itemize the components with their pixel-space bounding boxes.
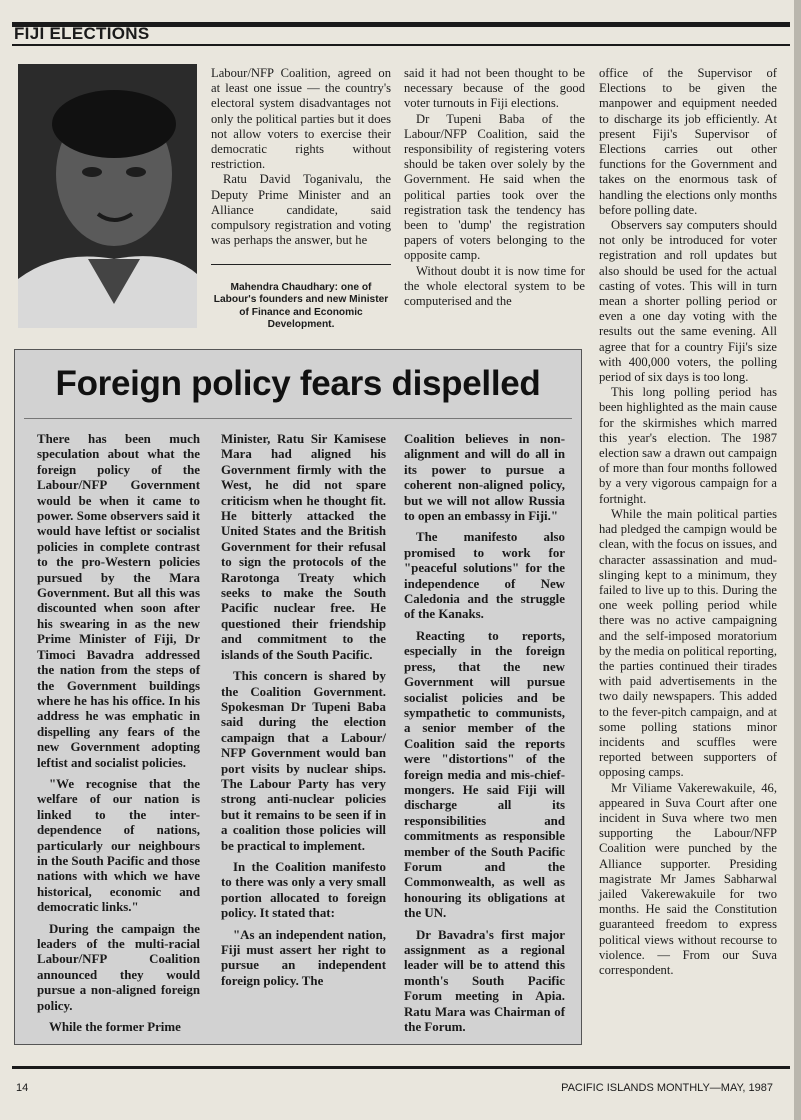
paragraph: There has been much speculation about what the foreign policy of the Labour/NFP Government would be when it came to power. Some observers said it would have leftist or socialist policies in complete contrast to the pro-Western policies pursued by the Mara Government. But all this was discounted when soon after his swearing in as the new Prime Minister of Fiji, Dr Timoci Bavadra addressed the nation from the steps of the Government buildings where he has his office. In his address he was emphatic in dispelling any fears of the new Government adopting leftist and socialist policies.: [37, 432, 200, 770]
paragraph: Ratu David Toganivalu, the Deputy Prime Minister and an Alliance candidate, said compulsory registration and voting was perhaps the answer, but he: [211, 172, 391, 248]
paragraph: Observers say computers should not only be introduced for voter registration and roll updates but also should be used for the actual casting of votes. This will in turn mean a shorter polling period or even a one day voting with the results out the same evening. All agree that for a country Fiji's size with 400,000 voters, the polling period of six days is too long.: [599, 218, 777, 385]
page-number: 14: [16, 1082, 29, 1094]
portrait-photo: [18, 64, 197, 328]
paragraph: The manifesto also promised to work for "peaceful solutions" for the independence of New Caledonia and the struggle of the Kanaks.: [404, 530, 565, 622]
paragraph: This long polling period has been highlighted as the main cause for the skirmishes which marred this year's election. The 1987 election saw a drawn out campaign of more than four months followed by a very vigorous campaign for a fortnight.: [599, 385, 777, 506]
paragraph: Without doubt it is now time for the whole electoral system to be computerised and the: [404, 263, 585, 309]
paragraph: Minister, Ratu Sir Kamisese Mara had aligned his Government firmly with the West, he did not spare criticism when he thought fit. He bitterly attacked the United States and the British Government for their refusal to sign the protocols of the Rarotonga Treaty which seeks to make the South Pacific nuclear free. He questioned their friendship and commitment to the islands of the South Pacific.: [221, 432, 386, 662]
paragraph: Dr Tupeni Baba of the Labour/NFP Coalition, said the responsibility of registering voters should be taken over solely by the Government. He said when the political parties took over the registration task the tendency has been to 'dump' the registration papers of voters belonging to the opposite camp.: [404, 111, 585, 263]
paragraph: "We recognise that the welfare of our nation is linked to the inter-dependence of nations, particularly our neighbours in the South Pacific and those nations with which we have historical, economic and democratic links.": [37, 776, 200, 915]
paragraph: Coalition believes in non-alignment and will do all in its power to pursue a coherent non-aligned policy, but we will not allow Russia to open an embassy in Fiji.": [404, 432, 565, 524]
paragraph: Labour/NFP Coalition, agreed on at least one issue — the country's electoral system disadvantages not only the political parties but it does not allow voters to exercise their democratic rights without restriction.: [211, 66, 391, 172]
photo-caption: Mahendra Chaudhary: one of Labour's founders and new Minister of Finance and Economic Development.: [213, 282, 389, 331]
paragraph: "As an independent nation, Fiji must assert her right to pursue an independent foreign policy. The: [221, 927, 386, 988]
paragraph: During the campaign the leaders of the multi-racial Labour/NFP Coalition announced they would pursue a non-aligned foreign policy.: [37, 921, 200, 1013]
caption-rule: [211, 264, 391, 265]
paragraph: Mr Viliame Vakerewakuile, 46, appeared in Suva Court after one incident in Suva where two men supporting the Labour/NFP Coalition were punched by the Alliance supporter. Presiding magistrate Mr James Sabharwal jailed Vakerewakuile for two months. He said the Constitution guaranteed freedom to express political views without recourse to violence. — From our Suva correspondent.: [599, 780, 777, 977]
page-edge: [794, 0, 801, 1120]
section-label: FIJI ELECTIONS: [14, 24, 150, 43]
publication-footer: PACIFIC ISLANDS MONTHLY—MAY, 1987: [561, 1082, 773, 1094]
bottom-rule: [12, 1066, 790, 1069]
box-rule: [24, 418, 572, 419]
box-column-2: [221, 432, 386, 989]
paragraph: office of the Supervisor of Elections to be given the manpower and equipment needed to discharge its job efficiently. At present Fiji's Supervisor of Elections carries out other functions for the Government and takes on the enormous task of handling the elections only months before polling date.: [599, 66, 777, 217]
box-column-1: [37, 432, 200, 1035]
paragraph: This concern is shared by the Coalition Government. Spokesman Dr Tupeni Baba said during the election campaign that a Labour/ NFP Government would ban port visits by nuclear ships. The Labour Party has very strong anti-nuclear policies but it remains to be seen if in a coalition those policies will be practical to implement.: [221, 669, 386, 853]
box-column-3: [404, 432, 565, 1035]
paragraph: Dr Bavadra's first major assignment as a regional leader will be to attend this month's South Pacific Forum meeting in Apia. Ratu Mara was Chairman of the Forum.: [404, 927, 565, 1035]
paragraph: While the main political parties had pledged the campign would be clean, with the focus on issues, and character assassination and mud-slinging kept to a minimum, they failed to live up to this. During the one week polling period while there was no active campaigning and the self-imposed moratorium by the media on political reporting, the parties continued their tirades with paid advertisements in the two daily newspapers. This added to the fever-pitch campaign, and at some polling stations minor incidents and scuffles were reported between supporters of opposing camps.: [599, 506, 777, 780]
paragraph: Reacting to reports, especially in the foreign press, that the new Government will pursue socialist policies and be sympathetic to communists, a senior member of the Coalition said the reports were "distortions" of the foreign media and mis-chief-mongers. He said Fiji will discharge all its responsibilities and commitments as responsible member of the South Pacific Forum and the Commonwealth, as well as honouring its obligations at the UN.: [404, 628, 565, 921]
article-column-3: [599, 66, 777, 978]
paragraph: said it had not been thought to be necessary because of the good voter turnouts in Fiji elections.: [404, 66, 585, 111]
article-column-1: [211, 66, 391, 248]
paragraph: While the former Prime: [49, 1020, 181, 1035]
paragraph: In the Coalition manifesto to there was only a very small portion allocated to foreign policy. It stated that:: [221, 859, 386, 921]
article-column-2: [404, 66, 585, 309]
box-headline: Foreign policy fears dispelled: [55, 364, 541, 403]
section-rule: [12, 44, 790, 46]
